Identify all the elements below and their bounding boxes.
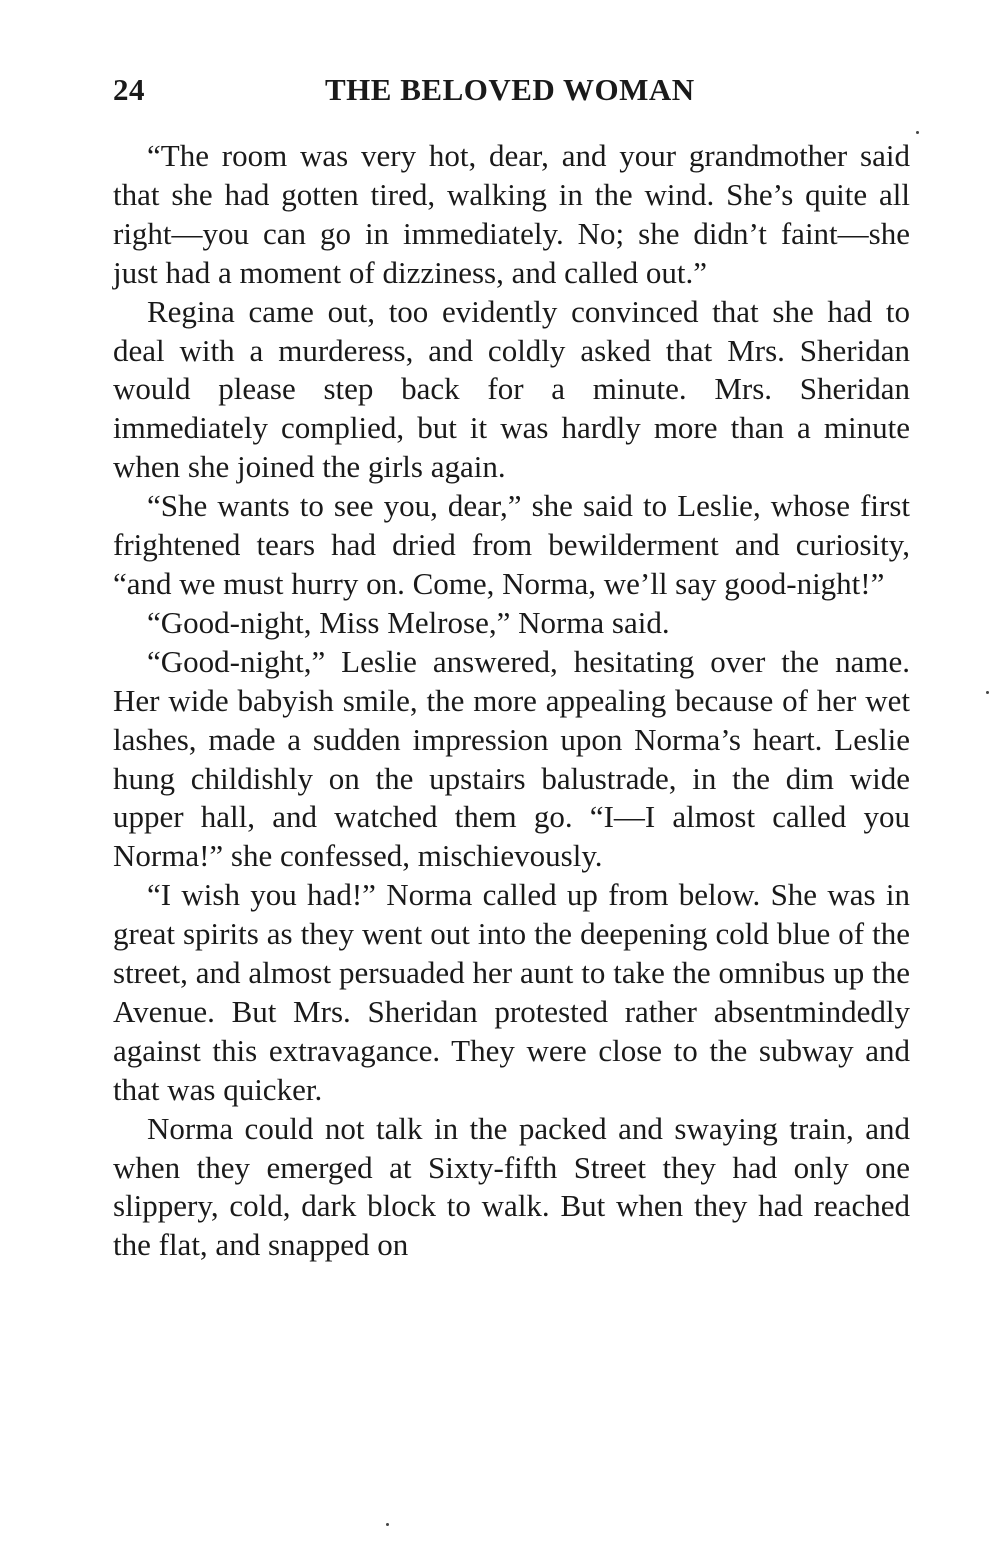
paragraph-6: “I wish you had!” Norma called up from below. She was in great spirits as they went out into the deepening cold blue of the street, and almost persuaded her aunt to take the omnibus up the Avenue. But Mrs. Sheridan protested rather absentmindedly against this extravagance. They were close to the subway and that was quicker. (113, 877, 910, 1107)
paragraph-1: “The room was very hot, dear, and your grandmother said that she had gotten tired, walking in the wind. She’s quite all right—you can go in immediately. No; she didn’t faint—she just had a moment of dizziness, and called out.” (113, 138, 910, 290)
running-title: THE BELOVED WOMAN (325, 72, 695, 107)
page-number: 24 (113, 72, 145, 107)
paragraph-7: Norma could not talk in the packed and swaying train, and when they emerged at Sixty-fifth Street they had only one slippery, cold, dark block to walk. But when they had reached the flat, and snapped on (113, 1110, 910, 1263)
paragraph-3: “She wants to see you, dear,” she said to Leslie, whose first frightened tears had dried from bewilderment and curiosity, “and we must hurry on. Come, Norma, we’ll say good-night!” (113, 488, 910, 601)
paragraph-2: Regina came out, too evidently convinced that she had to deal with a murderess, and coldly asked that Mrs. Sheridan would please step back for a minute. Mrs. Sheridan immediately complied, but it was hardly more than a minute when she joined the girls again. (113, 293, 910, 485)
print-speck (916, 131, 919, 134)
paragraph-5: “Good-night,” Leslie answered, hesitating over the name. Her wide babyish smile, the more appealing because of her wet lashes, made a sudden impression upon Norma’s heart. Leslie hung childishly on the upstairs balustrade, in the dim wide upper hall, and watched them go. “I—I almost called you Norma!” she confessed, mischievously. (113, 643, 910, 874)
body-text (113, 137, 910, 1265)
paragraph-4: “Good-night, Miss Melrose,” Norma said. (147, 604, 670, 640)
print-speck (386, 1523, 389, 1526)
page-header (113, 72, 910, 112)
print-speck (986, 691, 989, 694)
